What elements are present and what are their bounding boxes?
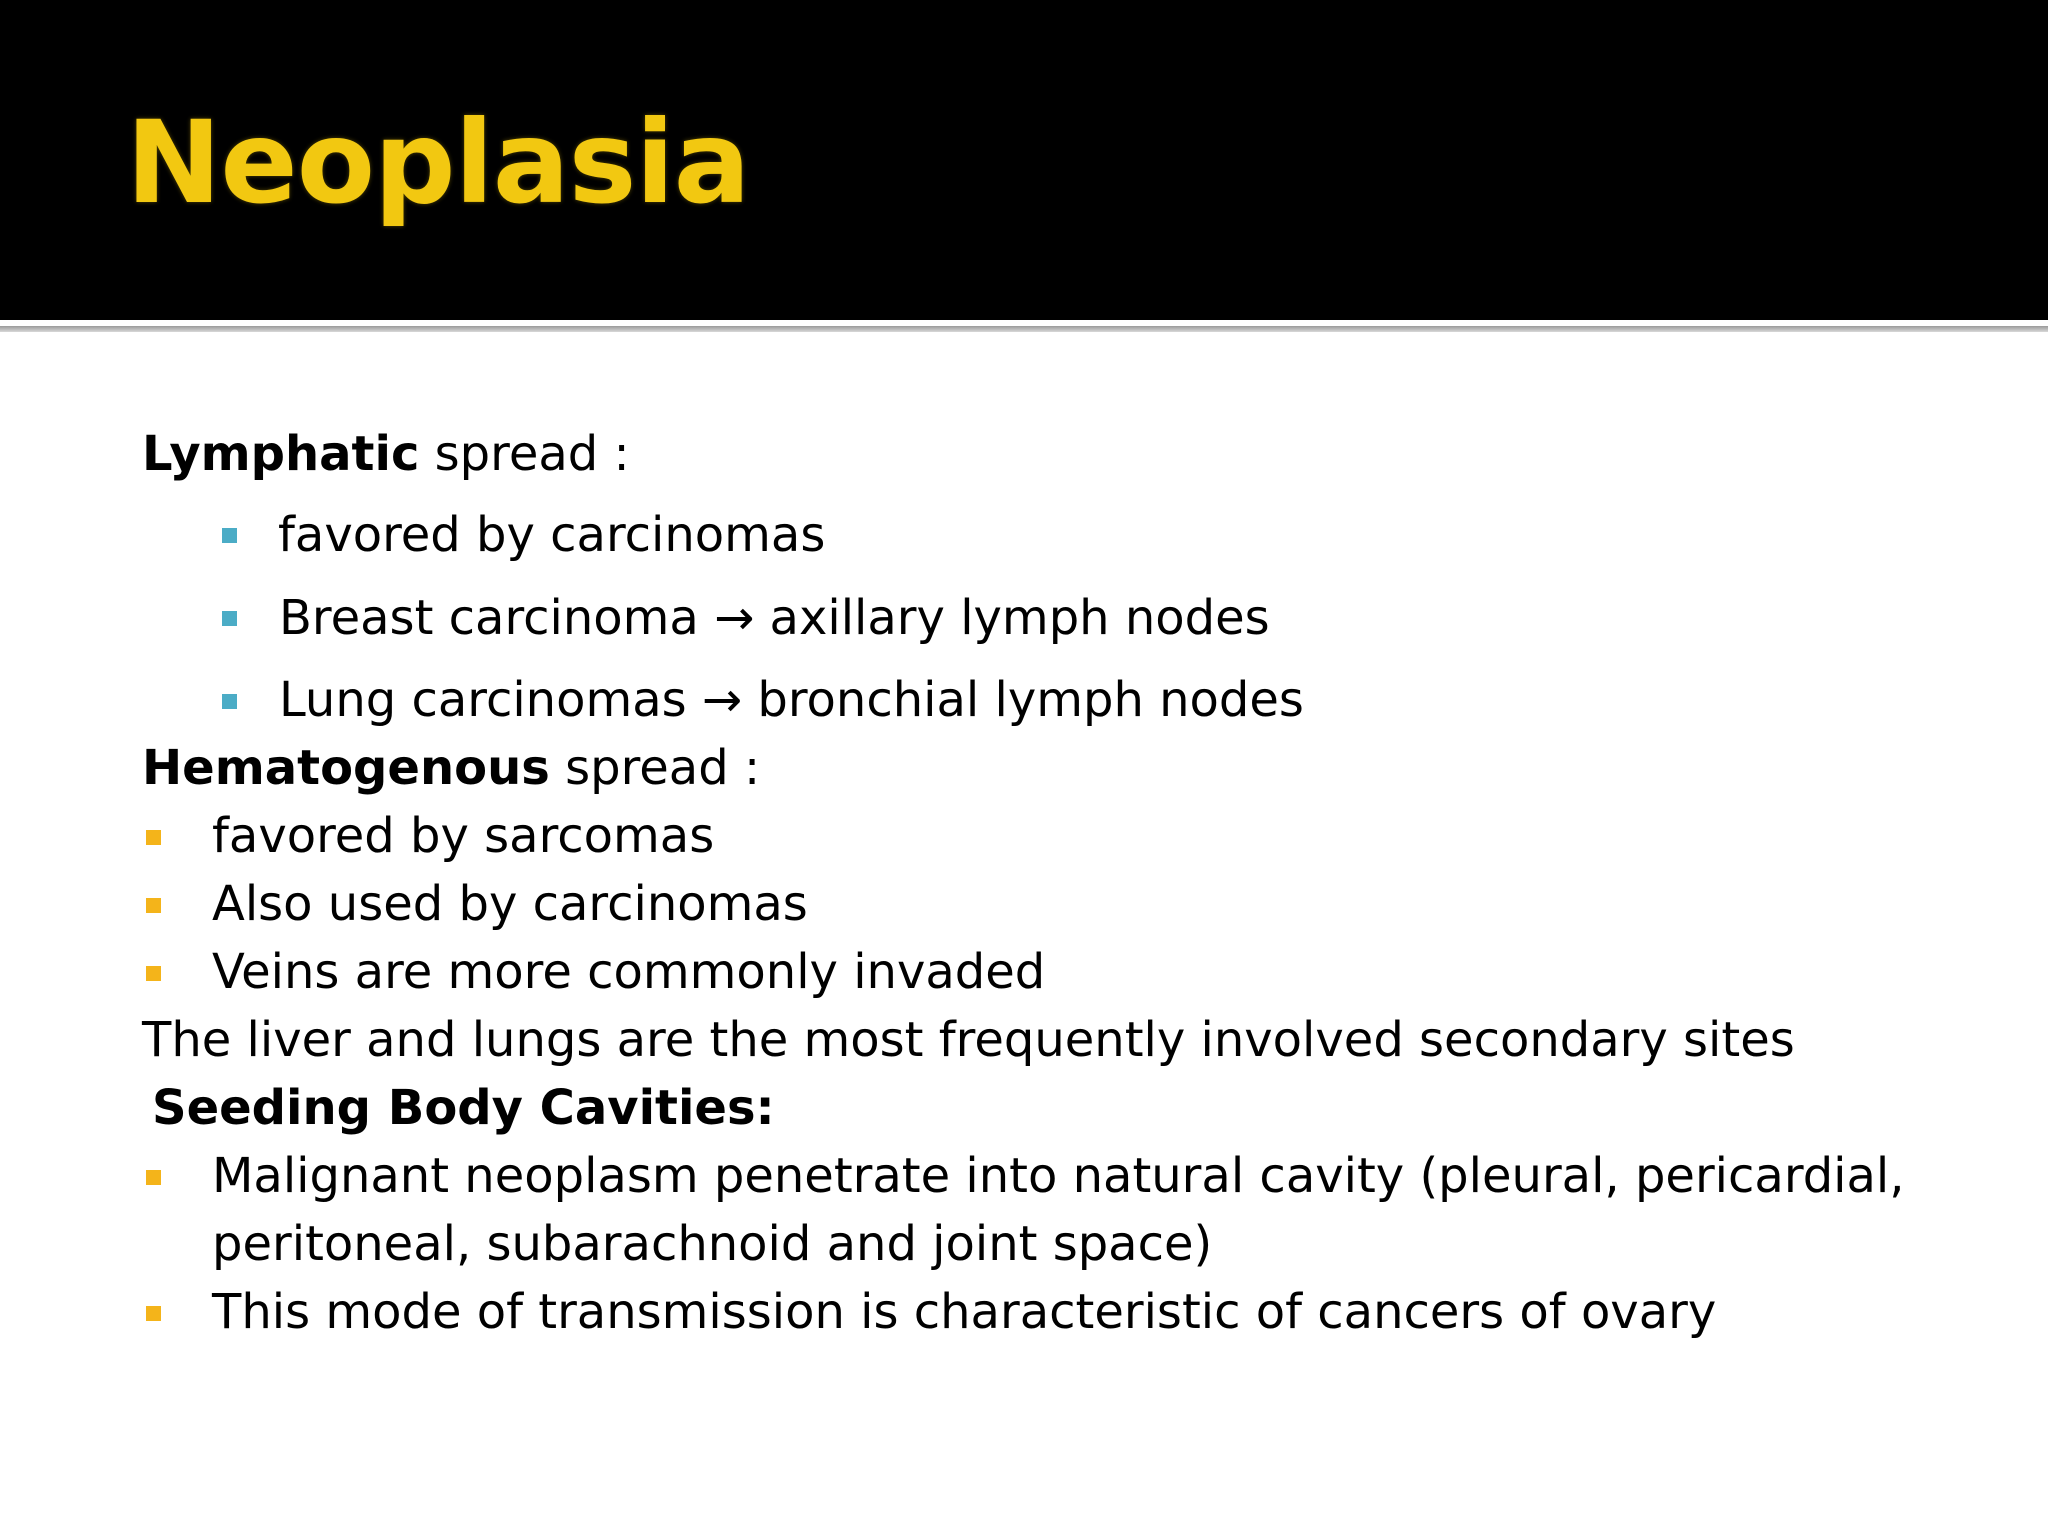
- lymphatic-item: Lung carcinomas → bronchial lymph nodes: [279, 672, 1304, 728]
- lymphatic-item: Breast carcinoma → axillary lymph nodes: [279, 590, 1270, 646]
- hematogenous-item: Also used by carcinomas: [212, 876, 808, 932]
- hematogenous-heading-bold: Hematogenous: [142, 740, 550, 796]
- hematogenous-heading: [142, 734, 760, 802]
- title-bar: [0, 0, 2048, 320]
- seeding-heading: Seeding Body Cavities:: [152, 1080, 775, 1136]
- square-bullet-icon: [146, 1170, 161, 1185]
- hematogenous-item: favored by sarcomas: [212, 808, 715, 864]
- lymphatic-heading: [142, 420, 630, 488]
- square-bullet-icon: [146, 830, 161, 845]
- seeding-item-line: peritoneal, subarachnoid and joint space): [212, 1216, 1213, 1272]
- square-bullet-icon: [222, 528, 237, 543]
- square-bullet-icon: [222, 694, 237, 709]
- hematogenous-item: Veins are more commonly invaded: [212, 944, 1046, 1000]
- seeding-item-line: This mode of transmission is characteristic of cancers of ovary: [212, 1284, 1717, 1340]
- square-bullet-icon: [146, 898, 161, 913]
- lymphatic-heading-bold: Lymphatic: [142, 426, 420, 482]
- seeding-item-line: Malignant neoplasm penetrate into natural cavity (pleural, pericardial,: [212, 1148, 1905, 1204]
- lymphatic-heading-rest: spread :: [419, 426, 630, 482]
- header-divider: [0, 326, 2048, 332]
- square-bullet-icon: [146, 1306, 161, 1321]
- lymphatic-item: favored by carcinomas: [278, 507, 826, 563]
- square-bullet-icon: [146, 966, 161, 981]
- square-bullet-icon: [222, 611, 237, 626]
- hematogenous-heading-rest: spread :: [549, 740, 761, 796]
- hematogenous-note: The liver and lungs are the most frequently involved secondary sites: [142, 1012, 1795, 1068]
- slide-title: Neoplasia: [126, 96, 750, 229]
